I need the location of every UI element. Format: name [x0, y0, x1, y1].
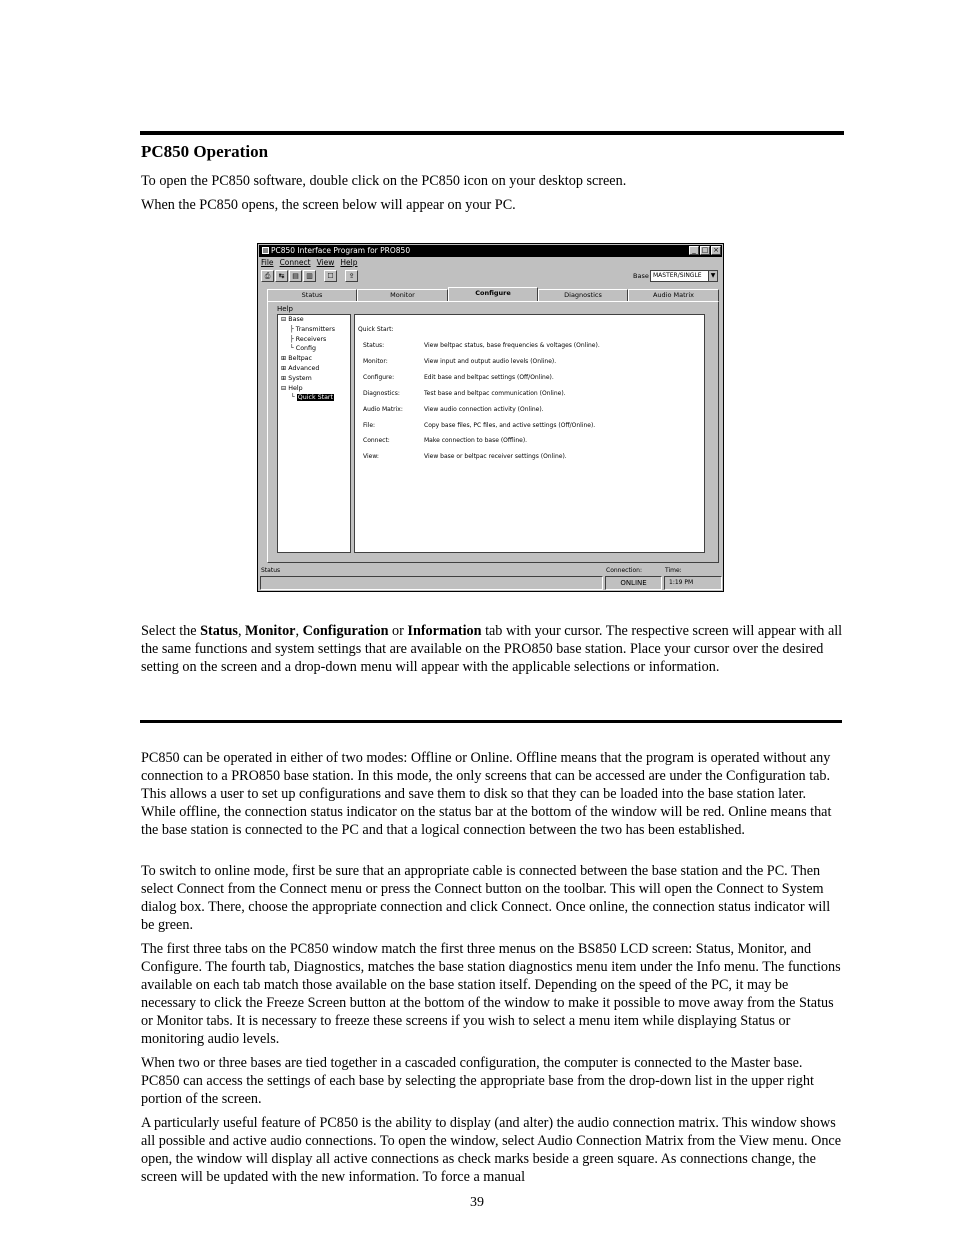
top-rule	[140, 131, 844, 135]
tree-item-receivers[interactable]: ├ Receivers	[290, 335, 327, 343]
intro-paragraph-2: When the PC850 opens, the screen below will appear on your PC.	[141, 197, 516, 213]
menu-file[interactable]: File	[261, 258, 274, 267]
body-paragraph: When two or three bases are tied together in a cascaded configuration, the computer is connected to the Master base. PC850 can access the settings of each base by selecting the appropriate base from the drop-down list in the upper right portion of the screen.	[141, 1055, 814, 1107]
pc850-window-screenshot	[257, 243, 724, 592]
body-paragraph: To switch to online mode, first be sure that an appropriate cable is connected between the base station and the PC. Then select Connect from the Connect menu or press the Connect button on the toolbar. This will open the Connect to System dialog box. There, choose the appropriate connection and click Connect. Once online, the connection status indicator will be green.	[141, 863, 831, 933]
tree-item-transmitters[interactable]: ├ Transmitters	[290, 325, 335, 333]
maximize-button[interactable]: □	[701, 246, 709, 254]
help-row: Status: View beltpac status, base frequencies & voltages (Online).	[363, 342, 600, 349]
tree-item-help[interactable]: ⊟ Help	[281, 384, 303, 392]
section-heading: PC850 Operation	[141, 142, 269, 161]
chevron-down-icon[interactable]: ▼	[708, 271, 717, 281]
help-label: Help	[277, 305, 293, 313]
help-row: Monitor: View input and output audio levels (Online).	[363, 358, 557, 365]
body-paragraph: PC850 can be operated in either of two modes: Offline or Online. Offline means that the program is operated without any connection to a PRO850 base station. In this mode, the only screens that can be accessed are under the Configuration tab. This allows a user to set up configurations and save them to disk so that they can be loaded into the base station later. While offline, the connection status indicator on the status bar at the bottom of the window will be red. Online means that the base station is connected to the PC and that a logical connection between the two has been established.	[141, 750, 832, 838]
help-content	[354, 314, 705, 553]
tab-audio-matrix[interactable]: Audio Matrix	[628, 289, 719, 301]
help-row: File: Copy base files, PC files, and active settings (Off/Online).	[363, 422, 596, 429]
menu-connect[interactable]: Connect	[279, 258, 311, 267]
tab-configure[interactable]: Configure	[448, 287, 538, 302]
tree-item-system[interactable]: ⊞ System	[281, 374, 312, 382]
tab-status[interactable]: Status	[267, 289, 357, 301]
print-icon[interactable]: ⎙	[261, 270, 274, 282]
app-icon	[262, 247, 269, 254]
help-row: Audio Matrix: View audio connection activity (Online).	[363, 406, 544, 413]
help-tree	[277, 314, 351, 553]
tree-item-quick-start[interactable]: └ Quick Start	[291, 394, 333, 402]
file-icon[interactable]: ☐	[324, 270, 337, 282]
menubar	[261, 258, 358, 267]
help-row: Configure: Edit base and beltpac settings (Off/Online).	[363, 374, 554, 381]
base-select-value: MASTER/SINGLE	[653, 272, 702, 279]
help-row: Connect: Make connection to base (Offline).	[363, 437, 528, 444]
menu-help[interactable]: Help	[340, 258, 358, 267]
window-titlebar	[259, 245, 722, 257]
copy-icon[interactable]: ▥	[303, 270, 316, 282]
tree-item-config[interactable]: └ Config	[290, 345, 316, 353]
save-icon[interactable]: ▤	[289, 270, 302, 282]
toolbar	[261, 270, 358, 282]
tree-item-quick-start-label: Quick Start	[297, 394, 333, 402]
time-field: 1:19 PM	[664, 576, 722, 590]
tree-item-beltpac[interactable]: ⊞ Beltpac	[281, 355, 313, 363]
intro-paragraph-1: To open the PC850 software, double click on the PC850 icon on your desktop screen.	[141, 173, 627, 189]
time-label: Time:	[665, 567, 682, 574]
section-rule	[140, 720, 842, 723]
quick-start-title: Quick Start:	[358, 326, 394, 333]
tree-item-advanced[interactable]: ⊞ Advanced	[281, 364, 320, 372]
connection-label: Connection:	[606, 567, 642, 574]
help-row: Diagnostics: Test base and beltpac communication (Online).	[363, 390, 566, 397]
body-paragraph: The first three tabs on the PC850 window match the first three menus on the BS850 LCD screen: Status, Monitor, and Configure. The fourth tab, Diagnostics, matches the base station diagnostics menu item under the Info menu. The functions available on each tab match those available on the base station itself. Depending on the speed of the PC, it may be necessary to click the Freeze Screen button at the bottom of the window to make it possible to move away from the Status or Monitor tabs. It is necessary to freeze these screens if you wish to select a menu item while displaying Status or monitoring audio levels.	[141, 941, 841, 1047]
status-label: Status	[261, 567, 281, 574]
connection-status-badge: ONLINE	[605, 576, 662, 590]
body-paragraph: A particularly useful feature of PC850 is the ability to display (and alter) the audio connection matrix. This window shows all possible and active audio connections. To open the window, select Audio Connection Matrix from the View menu. Once open, the window will display all active connections as check marks beside a green square. As connections change, the screen will be updated with the new information. To force a manual	[141, 1115, 842, 1185]
select-tab-paragraph: Select the Status, Monitor, Configuration or Information tab with your cursor. The respective screen will appear with all the same functions and system settings that are available on the PRO850 base station. Place your cursor over the desired setting on the screen and a drop-down menu will appear with the applicable selections or information.	[141, 623, 843, 675]
tab-diagnostics[interactable]: Diagnostics	[538, 289, 628, 301]
minimize-button[interactable]: _	[689, 246, 699, 255]
base-label: Base	[633, 272, 649, 280]
page-number: 39	[470, 1195, 484, 1210]
connect-icon[interactable]: ↹	[275, 270, 288, 282]
status-field	[260, 576, 603, 590]
help-row: View: View base or beltpac receiver settings (Online).	[363, 453, 567, 460]
menu-view[interactable]: View	[316, 258, 335, 267]
tab-monitor[interactable]: Monitor	[357, 289, 448, 301]
close-button[interactable]: ×	[711, 246, 721, 255]
base-select[interactable]	[650, 270, 718, 282]
tree-item-base[interactable]: ⊟ Base	[281, 316, 304, 323]
upload-icon[interactable]: ⇪	[345, 270, 358, 282]
window-title: PC850 Interface Program for PRO850	[271, 246, 411, 255]
